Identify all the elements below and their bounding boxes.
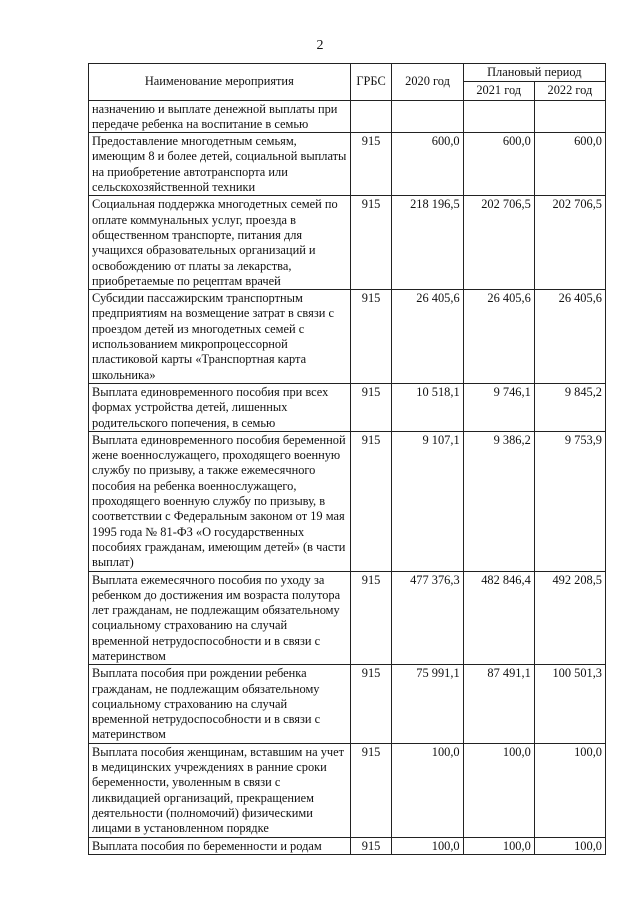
table-row: [89, 290, 606, 384]
row-value-2020: 218 196,5: [392, 196, 463, 290]
row-value-2022: [534, 100, 605, 133]
row-value-2020: 26 405,6: [392, 290, 463, 384]
row-grbs: 915: [350, 196, 392, 290]
row-grbs: 915: [350, 571, 392, 665]
row-value-2022: 9 753,9: [534, 431, 605, 571]
row-value-2021: 100,0: [463, 743, 534, 837]
row-value-2022: 100 501,3: [534, 665, 605, 743]
row-value-2021: 600,0: [463, 133, 534, 196]
row-value-2020: 100,0: [392, 743, 463, 837]
row-grbs: 915: [350, 290, 392, 384]
header-2021: 2021 год: [463, 82, 534, 100]
row-value-2020: [392, 100, 463, 133]
row-value-2022: 26 405,6: [534, 290, 605, 384]
table-row: [89, 743, 606, 837]
header-plan-period: Плановый период: [463, 64, 605, 82]
row-name: Социальная поддержка многодетных семей по оплате коммунальных услуг, проезда в общественном транспорте, питания для учащихся образовательных организаций и освобождению от платы за лекарства, приобретаемые по рецептам врачей: [89, 196, 351, 290]
row-name: Предоставление многодетным семьям, имеющим 8 и более детей, социальной выплаты на приобретение автотранспорта или сельскохозяйственной техники: [89, 133, 351, 196]
header-grbs: ГРБС: [350, 64, 392, 101]
row-name: назначению и выплате денежной выплаты при передаче ребенка на воспитание в семью: [89, 100, 351, 133]
row-value-2020: 9 107,1: [392, 431, 463, 571]
row-name: Выплата пособия при рождении ребенка гражданам, не подлежащим обязательному социальному страхованию на случай временной нетрудоспособности и в связи с материнством: [89, 665, 351, 743]
table-row: [89, 196, 606, 290]
table-row: [89, 383, 606, 431]
budget-table: [88, 63, 606, 855]
row-grbs: 915: [350, 431, 392, 571]
row-grbs: 915: [350, 383, 392, 431]
row-grbs: 915: [350, 837, 392, 854]
row-name: Выплата ежемесячного пособия по уходу за ребенком до достижения им возраста полутора лет гражданам, не подлежащим обязательному социальному страхованию на случай временной нетрудоспособности и в связи с материнством: [89, 571, 351, 665]
row-value-2020: 600,0: [392, 133, 463, 196]
row-value-2022: 100,0: [534, 743, 605, 837]
row-value-2021: 100,0: [463, 837, 534, 854]
row-grbs: 915: [350, 133, 392, 196]
row-value-2020: 100,0: [392, 837, 463, 854]
row-name: Субсидии пассажирским транспортным предприятиям на возмещение затрат в связи с проездом детей из многодетных семей с использованием микропроцессорной пластиковой карты «Транспортная карта школьника»: [89, 290, 351, 384]
row-value-2022: 202 706,5: [534, 196, 605, 290]
table-row: [89, 100, 606, 133]
row-grbs: 915: [350, 665, 392, 743]
row-value-2022: 100,0: [534, 837, 605, 854]
row-value-2021: 26 405,6: [463, 290, 534, 384]
table-row: [89, 133, 606, 196]
table-row: [89, 571, 606, 665]
row-name: Выплата единовременного пособия беременной жене военнослужащего, проходящего военную службу по призыву, а также ежемесячного пособия на ребенка военнослужащего, проходящего военную службу по призыву, в соответствии с Федеральным законом от 19 мая 1995 года № 81-ФЗ «О государственных пособиях гражданам, имеющим детей» (в части выплат): [89, 431, 351, 571]
row-grbs: [350, 100, 392, 133]
row-value-2020: 75 991,1: [392, 665, 463, 743]
header-2020: 2020 год: [392, 64, 463, 101]
row-value-2021: 9 386,2: [463, 431, 534, 571]
row-value-2020: 477 376,3: [392, 571, 463, 665]
header-name: Наименование мероприятия: [89, 64, 351, 101]
row-value-2021: 87 491,1: [463, 665, 534, 743]
row-value-2021: [463, 100, 534, 133]
header-2022: 2022 год: [534, 82, 605, 100]
row-value-2022: 492 208,5: [534, 571, 605, 665]
table-row: [89, 837, 606, 854]
row-value-2021: 482 846,4: [463, 571, 534, 665]
row-value-2020: 10 518,1: [392, 383, 463, 431]
table-row: [89, 665, 606, 743]
page-number: 2: [316, 38, 324, 53]
row-name: Выплата пособия по беременности и родам: [89, 837, 351, 854]
row-grbs: 915: [350, 743, 392, 837]
row-value-2022: 600,0: [534, 133, 605, 196]
row-value-2022: 9 845,2: [534, 383, 605, 431]
header-row: [89, 64, 606, 82]
row-name: Выплата единовременного пособия при всех формах устройства детей, лишенных родительского попечения, в семью: [89, 383, 351, 431]
table-row: [89, 431, 606, 571]
row-value-2021: 202 706,5: [463, 196, 534, 290]
row-name: Выплата пособия женщинам, вставшим на учет в медицинских учреждениях в ранние сроки беременности, уволенным в связи с ликвидацией организаций, прекращением деятельности (полномочий) физическими лицами в установленном порядке: [89, 743, 351, 837]
row-value-2021: 9 746,1: [463, 383, 534, 431]
